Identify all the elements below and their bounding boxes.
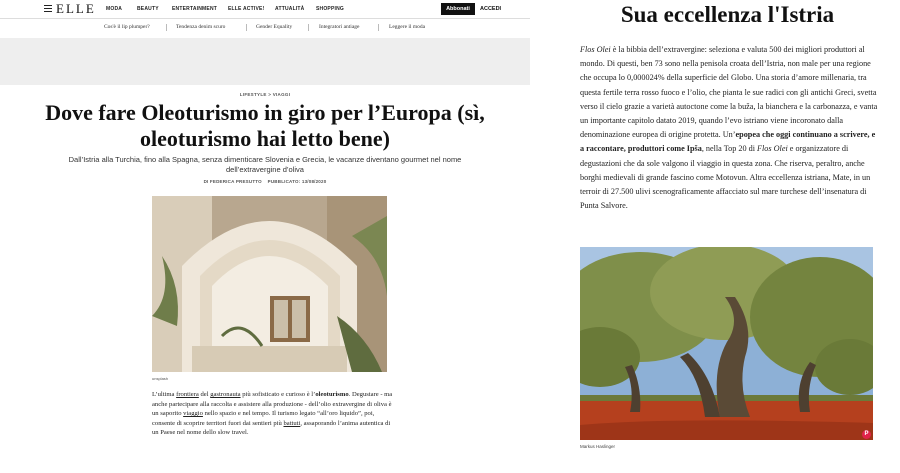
- nav-item-beauty[interactable]: BEAUTY: [137, 6, 159, 12]
- trending-link[interactable]: Tendenza denim scuro: [176, 24, 226, 30]
- trending-divider: [308, 24, 309, 31]
- menu-icon[interactable]: [44, 5, 52, 12]
- italic-text: Flos Olei: [757, 144, 788, 154]
- olive-grove-image: [580, 247, 873, 440]
- inline-link[interactable]: gastronauta: [210, 391, 241, 398]
- trending-divider: [246, 24, 247, 31]
- body-text: del: [198, 391, 211, 398]
- nav-item-moda[interactable]: MODA: [106, 6, 123, 12]
- bold-text: oleoturismo: [315, 391, 349, 398]
- hero-image: [152, 196, 387, 372]
- subscribe-button[interactable]: Abbonati: [441, 3, 475, 15]
- nav-item-elle-active[interactable]: ELLE ACTIVE!: [228, 6, 265, 12]
- article-page-right: [555, 0, 900, 473]
- italic-text: Flos Olei: [580, 45, 611, 54]
- trending-link[interactable]: Gender Equality: [256, 24, 293, 30]
- trending-link[interactable]: Leggere il moda: [389, 24, 426, 30]
- article-title: Dove fare Oleoturismo in giro per l’Europa (sì, oleoturismo hai letto bene): [45, 100, 485, 151]
- inline-link[interactable]: frontiera: [176, 391, 199, 398]
- body-text: e organizzatore di degustazioni che da sole valgono il viaggio in questa zona. Che riserva, peraltro, anche borghi medievali di grande fascino come Motovun. Altra eccellenza istriana, Mate, in un terroir di 27.500 ulivi scenograficamente affacciato sul mare turchese dell’insenatura di Punta Salvore.: [580, 144, 871, 211]
- image-credit: unsplash: [152, 376, 169, 381]
- bold-text: epopea che oggi continuano a scrivere, e a raccontare, produttori come Ipša: [580, 130, 876, 154]
- inline-link[interactable]: viaggio: [183, 410, 203, 418]
- breadcrumb[interactable]: LIFESTYLE > VIAGGI: [239, 92, 291, 97]
- section-heading: Sua eccellenza l'Istria: [620, 2, 835, 27]
- pinterest-icon[interactable]: P: [862, 430, 871, 439]
- body-text: L’ultima: [152, 391, 177, 398]
- trending-link[interactable]: Integratori antiage: [319, 24, 360, 30]
- olive-trees-photo: [580, 247, 873, 440]
- byline: [0, 179, 530, 184]
- body-text: è la bibbia dell’extravergine: seleziona e valuta 500 dei migliori produttori al mondo. Di questi, ben 73 sono nella penisola croata dell’Istria, non male per una regione che occupa lo 0,000024% della superficie del Globo. Una storia d’amore millenaria, tra questa fertile terra rosso fuoco e l’olio, che pianta le sue radici con gli antichi Greci, svetta verso il cielo grazie a varietà autoctone come la buža, la bianchera e la carbonazza, e vanta un importante capitolo datato 2019, quando l’evo istriano viene incoronato dalla denominazione europea di origine protetta. Un’: [580, 45, 878, 140]
- nav-item-shopping[interactable]: SHOPPING: [316, 6, 344, 12]
- body-text: , nella Top 20 di: [701, 144, 758, 154]
- nav-divider: [0, 18, 530, 19]
- body-text: più sofisticato e curioso è l’: [240, 391, 316, 398]
- body-text: , assaporando l’anima autentica di un Paese nel nome dello slow travel.: [152, 419, 391, 437]
- image-credit: Markus Haslinger: [580, 444, 616, 449]
- arched-window-photo: [152, 196, 387, 372]
- author-name[interactable]: DI FEDERICA PRESUTTO: [203, 179, 262, 184]
- body-text: . Degustare - ma anche partecipare alla raccolta e assistere alla produzione - dell’olio extravergine di oliva è un saporito: [152, 391, 393, 418]
- nav-item-entertainment[interactable]: ENTERTAINMENT: [172, 6, 218, 12]
- trending-divider: [166, 24, 167, 31]
- article-body: [152, 390, 397, 438]
- ad-placeholder: [0, 38, 530, 85]
- publish-date: PUBBLICATO: 13/08/2020: [267, 179, 327, 184]
- trending-divider: [378, 24, 379, 31]
- section-body: [580, 43, 880, 213]
- top-navbar: [0, 0, 530, 18]
- trending-link[interactable]: Cos'è il lip plumper?: [104, 24, 150, 30]
- login-button[interactable]: ACCEDI: [480, 6, 502, 12]
- nav-item-attualita[interactable]: ATTUALITÀ: [275, 6, 305, 12]
- article-subtitle: Dall’Istria alla Turchia, fino alla Spagna, senza dimenticare Slovenia e Grecia, le vacanze diventano gourmet nel nome dell’extravergine d’oliva: [68, 155, 462, 174]
- inline-link[interactable]: battuti: [283, 419, 301, 427]
- body-text: nello spazio e nel tempo. Il turismo legato “all’oro liquido”, poi, consente di scoprire territori fuori dai sentieri più: [152, 410, 375, 427]
- elle-logo[interactable]: ELLE: [56, 1, 96, 16]
